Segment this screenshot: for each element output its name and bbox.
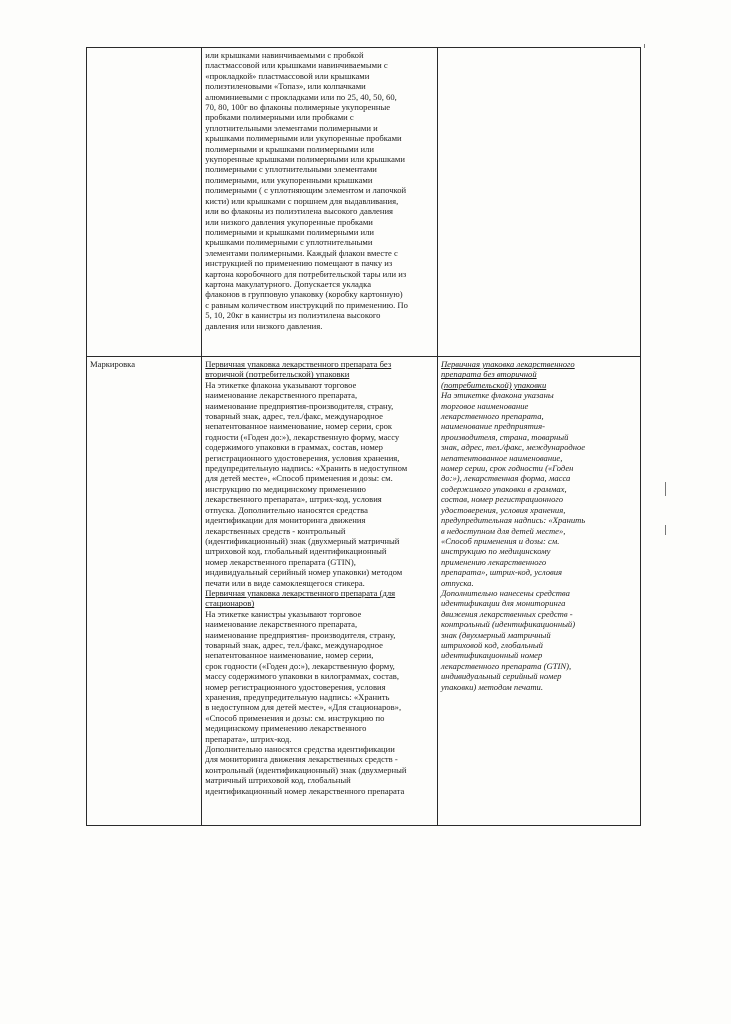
packaging-description-text: или крышками навинчиваемыми с пробкой пластмассовой или крышками навинчиваемыми с «прокладкой» пластмассовой или крышками полиэтиленовыми «Топаз», или колпачками алюминиевыми с прокладками или по 25, 40, 50, 60, 70, 80, 100г во флаконы полимерные укупоренные пробками полимерными или пробками с уплотнительными элементами полимерными и крышками полимерными или укупоренные пробками полимерными и крышками полимерными или укупоренные крышками полимерными или крышками полимерными с уплотнительными элементами полимерными, или укупоренными крышками полимерными ( с уплотняющим элементом и лапочкой кисти) или крышками с поршнем для выдавливания, или во флаконы из полиэтилена высокого давления или низкого давления укупоренные пробками полимерными и крышками полимерными или крышками полимерными с уплотнительными элементами полимерными. Каждый флакон вместе с инструкцией по применению помещают в пачку из картона коробочного для потребительской тары или из картона макулатурного. Допускается укладка флаконов в групповую упаковку (коробку картонную) с равным количеством инструкций по применению. По 5, 10, 20кг в канистры из полиэтилена высокого давления или низкого давления. [205, 50, 408, 331]
table-row-packaging [87, 48, 641, 357]
marking-heading-primary: Первичная упаковка лекарственного препарата без вторичной (потребительской) упаковки [205, 359, 392, 380]
marking-spec-body: На этикетке флакона указаны торговое наименование лекарственного препарата, наименование предприятия- производителя, страна, товарный знак, адрес, тел./факс, международное непатентованное наименование, номер серии, срок годности («Годен до:»), лекарственная форма, масса содержимого упаковки в граммах, состав, номер регистрационного удостоверения, условия хранения, предупредительная надпись: «Хранить в недоступном для детей месте», «Способ применения и дозы: см. инструкцию по медицинскому применению лекарственного препарата», штрих-код, условия отпуска. Дополнительно нанесены средства идентификации для мониторинга движения лекарственных средств - контрольный (идентификационный) знак (двухмерный матричный штриховой код, глобальный идентификационный номер лекарственного препарата (GTIN), индивидуальный серийный номер упаковки) методом печати. [440, 390, 586, 692]
packaging-spec-cell [437, 48, 640, 357]
table-row-marking [87, 357, 641, 826]
specification-table [86, 47, 641, 826]
scan-mark [644, 44, 645, 48]
scan-mark [665, 482, 666, 496]
marking-heading-hospital: Первичная упаковка лекарственного препарата (для стационаров) [205, 587, 396, 609]
row-label-marking: Маркировка [90, 359, 136, 369]
row-label-cell [87, 357, 202, 826]
marking-body-hospital: На этикетке канистры указывают торговое наименование лекарственного препарата, наименование предприятия- производителя, страну, товарный знак, адрес, тел./факс, международное непатентованное наименование, номер серии, срок годности («Годен до:»), лекарственную форму, массу содержимого упаковки в килограммах, состав, номер регистрационного удостоверения, условия хранения, предупредительную надпись: «Хранить в недоступном для детей месте», «Для стационаров», «Способ применения и дозы: см. инструкцию по медицинскому применению лекарственного препарата», штрих-код. Дополнительно наносятся средства идентификации для мониторинга движения лекарственных средств - контрольный (идентификационный) знак (двухмерный матричный штриховой код, глобальный идентификационный номер лекарственного препарата [205, 608, 407, 796]
marking-spec-cell [437, 357, 640, 826]
packaging-description-cell [202, 48, 438, 357]
row-label-cell [87, 48, 202, 357]
marking-body-primary: На этикетке флакона указывают торговое наименование лекарственного препарата, наименование предприятия-производителя, страну, товарный знак, адрес, тел./факс, международное непатентованное наименование, номер серии, срок годности («Годен до:»), лекарственную форму, массу содержимого упаковки в граммах, состав, номер регистрационного удостоверения, условия хранения, предупредительную надпись: «Хранить в недоступном для детей месте», «Способ применения и дозы: см. инструкцию по медицинскому применению лекарственного препарата», штрих-код, условия отпуска. Дополнительно наносятся средства идентификации для мониторинга движения лекарственных средств - контрольный (идентификационный) знак (двухмерный матричный штриховой код, глобальный идентификационный номер лекарственного препарата (GTIN), индивидуальный серийный номер упаковки) методом печати или в виде самоклеящегося стикера. [205, 379, 408, 588]
scan-mark [665, 525, 666, 535]
marking-description-cell [202, 357, 438, 826]
marking-spec-heading: Первичная упаковка лекарственного препарата без вторичной (потребительской) упаковки [440, 359, 575, 390]
